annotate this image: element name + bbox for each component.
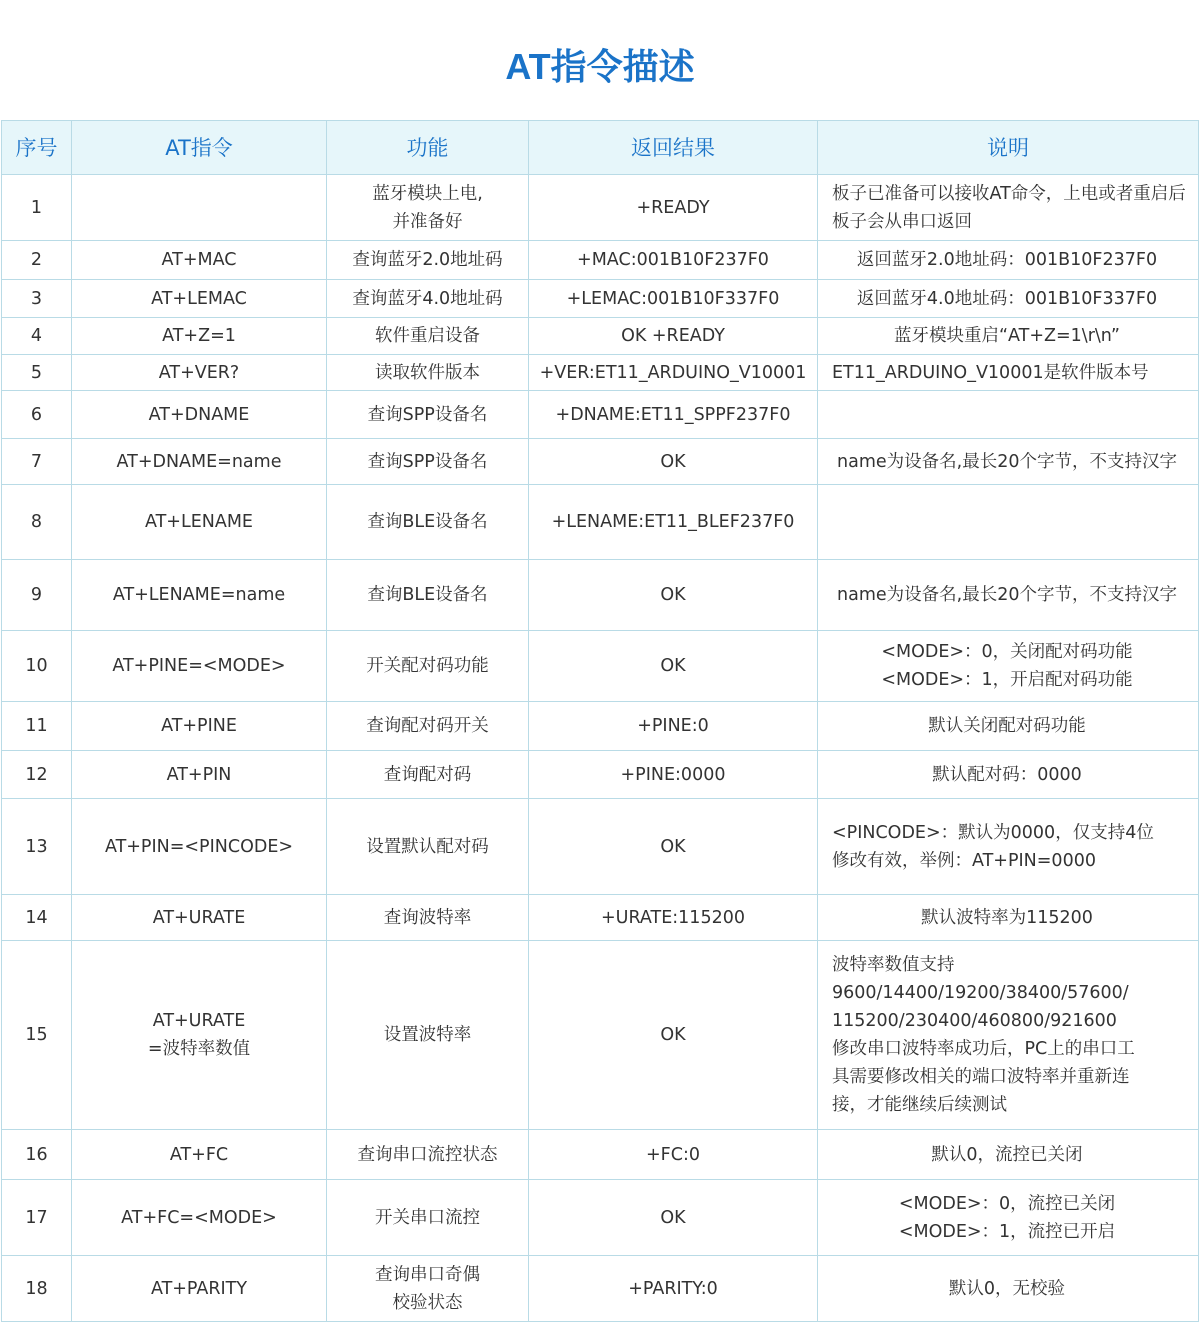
cell-description (818, 941, 1199, 1130)
table-row (2, 318, 1199, 355)
cell-result-line: +FC:0 (646, 1144, 700, 1165)
cell-description (818, 631, 1199, 702)
header-description: 说明 (818, 121, 1199, 175)
cell-description (818, 751, 1199, 799)
cell-function-line: 开关串口流控 (375, 1207, 480, 1228)
cell-at-command-line: AT+DNAME (148, 404, 250, 425)
cell-at-command-line: AT+LEMAC (151, 288, 247, 309)
cell-description-line: 默认0，无校验 (948, 1278, 1066, 1299)
cell-description-line: 接，才能继续后续测试 (832, 1095, 1007, 1115)
cell-description (818, 241, 1199, 280)
table-row (2, 560, 1199, 631)
cell-at-command (72, 485, 327, 560)
cell-result-line: +VER:ET11_ARDUINO_V10001 (539, 362, 807, 383)
cell-description (818, 485, 1199, 560)
cell-index: 14 (2, 895, 72, 941)
cell-at-command (72, 702, 327, 751)
cell-at-command-line: AT+PINE=<MODE> (112, 656, 286, 676)
cell-function (327, 485, 529, 560)
cell-result (529, 702, 818, 751)
cell-function-line: 设置波特率 (383, 1025, 472, 1045)
header-at-command: AT指令 (72, 121, 327, 175)
cell-result (529, 175, 818, 241)
cell-description-line: 默认0，流控已关闭 (931, 1144, 1083, 1165)
table-row (2, 799, 1199, 895)
cell-at-command-line: AT+DNAME=name (116, 451, 282, 472)
cell-at-command (72, 439, 327, 485)
cell-description (818, 318, 1199, 355)
cell-function-line: 查询BLE设备名 (367, 512, 488, 532)
cell-function (327, 799, 529, 895)
cell-description-line: 默认波特率为115200 (921, 907, 1093, 928)
cell-function-line: 查询配对码 (383, 764, 472, 785)
cell-index: 13 (2, 799, 72, 895)
cell-at-command-line: AT+PIN=<PINCODE> (104, 836, 294, 857)
cell-at-command (72, 175, 327, 241)
cell-description (818, 895, 1199, 941)
table-row (2, 631, 1199, 702)
cell-result (529, 1130, 818, 1180)
cell-description-line: 默认配对码：0000 (932, 764, 1082, 785)
cell-at-command-line: AT+MAC (161, 250, 237, 270)
cell-result (529, 560, 818, 631)
cell-description (818, 355, 1199, 391)
cell-description (818, 391, 1199, 439)
table-row (2, 241, 1199, 280)
cell-index: 10 (2, 631, 72, 702)
cell-function-line: 查询波特率 (383, 907, 472, 928)
cell-at-command (72, 241, 327, 280)
cell-description-line: ET11_ARDUINO_V10001是软件版本号 (832, 362, 1149, 383)
header-function: 功能 (327, 121, 529, 175)
cell-index: 1 (2, 175, 72, 241)
table-row (2, 702, 1199, 751)
table-row (2, 485, 1199, 560)
table-body (2, 175, 1199, 1322)
cell-result (529, 941, 818, 1130)
cell-result-line: +MAC:001B10F237F0 (577, 250, 769, 270)
cell-description (818, 439, 1199, 485)
cell-at-command (72, 1256, 327, 1322)
cell-index: 9 (2, 560, 72, 631)
cell-result-line: +URATE:115200 (601, 907, 745, 928)
cell-function-line: 查询串口流控状态 (357, 1144, 498, 1165)
cell-at-command-line: AT+VER? (158, 362, 240, 383)
cell-result-line: OK (660, 1025, 686, 1045)
cell-index: 7 (2, 439, 72, 485)
cell-function-line: 查询配对码开关 (366, 716, 489, 736)
cell-result-line: +DNAME:ET11_SPPF237F0 (555, 404, 791, 425)
at-command-table (1, 120, 1199, 1322)
header-index: 序号 (2, 121, 72, 175)
cell-function-line: 查询SPP设备名 (367, 404, 488, 425)
cell-index: 2 (2, 241, 72, 280)
table-row (2, 280, 1199, 318)
cell-index: 3 (2, 280, 72, 318)
cell-result (529, 751, 818, 799)
cell-at-command-line: AT+LENAME=name (112, 585, 286, 605)
table-row (2, 895, 1199, 941)
cell-result (529, 485, 818, 560)
cell-description-line: 蓝牙模块重启“AT+Z=1\r\n” (893, 326, 1120, 346)
cell-description-line: name为设备名,最长20个字节，不支持汉字 (837, 451, 1177, 472)
cell-function-line: 查询SPP设备名 (367, 451, 488, 472)
cell-function-line: 校验状态 (392, 1292, 463, 1313)
cell-result-line: +LEMAC:001B10F337F0 (566, 288, 780, 309)
cell-at-command-line: AT+URATE (152, 1011, 246, 1031)
cell-function (327, 631, 529, 702)
cell-result-line: OK (660, 451, 686, 472)
cell-function-line: 并准备好 (392, 211, 463, 232)
cell-result-line: OK (660, 656, 686, 676)
cell-description-line: 板子已准备可以接收AT命令，上电或者重启后板子会从串口返回 (832, 183, 1186, 232)
cell-function (327, 391, 529, 439)
cell-result (529, 799, 818, 895)
table-row (2, 1180, 1199, 1256)
table-header-row (2, 121, 1199, 175)
cell-result (529, 241, 818, 280)
cell-result-line: +PINE:0000 (620, 764, 726, 785)
cell-description-line: 默认关闭配对码功能 (928, 716, 1086, 736)
cell-description (818, 1256, 1199, 1322)
cell-at-command (72, 280, 327, 318)
cell-index: 17 (2, 1180, 72, 1256)
cell-at-command (72, 318, 327, 355)
cell-result (529, 439, 818, 485)
cell-description (818, 799, 1199, 895)
cell-function (327, 560, 529, 631)
cell-function-line: 软件重启设备 (375, 326, 480, 346)
table-row (2, 1256, 1199, 1322)
cell-function (327, 751, 529, 799)
cell-result (529, 391, 818, 439)
cell-index: 11 (2, 702, 72, 751)
cell-result (529, 1256, 818, 1322)
cell-function (327, 175, 529, 241)
cell-at-command-line: AT+LENAME (145, 512, 253, 532)
cell-at-command (72, 560, 327, 631)
cell-description-line: <MODE>：1，流控已开启 (898, 1221, 1116, 1242)
table-row (2, 175, 1199, 241)
cell-description-line: 返回蓝牙2.0地址码：001B10F237F0 (856, 250, 1158, 270)
cell-result (529, 895, 818, 941)
table-row (2, 751, 1199, 799)
cell-at-command (72, 631, 327, 702)
cell-index: 6 (2, 391, 72, 439)
table-row (2, 941, 1199, 1130)
cell-function (327, 318, 529, 355)
cell-at-command-line: AT+PARITY (150, 1278, 248, 1299)
cell-description-line: 波特率数值支持 (832, 955, 955, 975)
cell-description-line: 返回蓝牙4.0地址码：001B10F337F0 (856, 288, 1158, 309)
cell-index: 8 (2, 485, 72, 560)
page-title: AT指令描述 (505, 46, 695, 87)
cell-result (529, 1180, 818, 1256)
cell-function-line: 查询BLE设备名 (367, 585, 488, 605)
cell-at-command-line: =波特率数值 (147, 1039, 251, 1059)
cell-at-command (72, 799, 327, 895)
cell-function (327, 355, 529, 391)
cell-function-line: 查询蓝牙4.0地址码 (352, 288, 503, 309)
cell-result (529, 355, 818, 391)
cell-at-command (72, 941, 327, 1130)
cell-function-line: 读取软件版本 (375, 362, 480, 383)
cell-function-line: 开关配对码功能 (366, 656, 489, 676)
cell-description-line: 修改串口波特率成功后，PC上的串口工 (832, 1039, 1135, 1059)
table-row (2, 1130, 1199, 1180)
cell-index: 15 (2, 941, 72, 1130)
cell-function-line: 蓝牙模块上电, (372, 183, 483, 204)
cell-description (818, 175, 1199, 241)
table-row (2, 355, 1199, 391)
cell-result-line: +READY (636, 197, 710, 218)
cell-function (327, 1130, 529, 1180)
table-row (2, 439, 1199, 485)
cell-at-command (72, 895, 327, 941)
cell-description-line: <MODE>：0，流控已关闭 (898, 1193, 1116, 1214)
cell-function (327, 241, 529, 280)
cell-result-line: OK +READY (621, 326, 725, 346)
cell-function (327, 895, 529, 941)
cell-function (327, 1256, 529, 1322)
cell-description (818, 1130, 1199, 1180)
header-result: 返回结果 (529, 121, 818, 175)
cell-index: 16 (2, 1130, 72, 1180)
cell-at-command (72, 391, 327, 439)
cell-at-command-line: AT+Z=1 (162, 326, 236, 346)
cell-function-line: 查询蓝牙2.0地址码 (352, 250, 503, 270)
cell-at-command-line: AT+PIN (166, 764, 232, 785)
cell-description (818, 280, 1199, 318)
cell-function-line: 设置默认配对码 (366, 836, 489, 857)
cell-description (818, 702, 1199, 751)
table-row (2, 391, 1199, 439)
cell-result-line: OK (660, 836, 686, 857)
cell-description-line: 修改有效，举例：AT+PIN=0000 (832, 850, 1096, 871)
cell-result-line: OK (660, 1207, 686, 1228)
cell-index: 5 (2, 355, 72, 391)
cell-result-line: +PINE:0 (637, 716, 709, 736)
cell-description (818, 560, 1199, 631)
cell-function (327, 941, 529, 1130)
cell-result (529, 280, 818, 318)
cell-function (327, 439, 529, 485)
cell-at-command (72, 751, 327, 799)
cell-description-line: <MODE>：1，开启配对码功能 (881, 670, 1133, 690)
cell-function (327, 280, 529, 318)
cell-description-line: name为设备名,最长20个字节，不支持汉字 (837, 585, 1177, 605)
cell-description-line: 115200/230400/460800/921600 (832, 1011, 1117, 1031)
cell-description-line: <MODE>：0，关闭配对码功能 (881, 642, 1133, 662)
cell-description-line: <PINCODE>：默认为0000，仅支持4位 (832, 822, 1154, 843)
cell-at-command (72, 355, 327, 391)
cell-index: 12 (2, 751, 72, 799)
cell-at-command-line: AT+URATE (152, 907, 246, 928)
cell-at-command-line: AT+PINE (161, 716, 237, 736)
cell-function (327, 1180, 529, 1256)
cell-description-line: 9600/14400/19200/38400/57600/ (832, 983, 1129, 1003)
cell-function (327, 702, 529, 751)
cell-at-command-line: AT+FC (169, 1144, 229, 1165)
cell-function-line: 查询串口奇偶 (375, 1264, 480, 1285)
cell-description-line: 具需要修改相关的端口波特率并重新连 (832, 1067, 1130, 1087)
cell-index: 4 (2, 318, 72, 355)
cell-result-line: +PARITY:0 (628, 1278, 718, 1299)
cell-result-line: OK (660, 585, 686, 605)
cell-description (818, 1180, 1199, 1256)
cell-result (529, 631, 818, 702)
cell-result (529, 318, 818, 355)
cell-at-command (72, 1180, 327, 1256)
cell-at-command-line: AT+FC=<MODE> (121, 1207, 277, 1228)
cell-at-command (72, 1130, 327, 1180)
cell-result-line: +LENAME:ET11_BLEF237F0 (551, 512, 795, 532)
cell-index: 18 (2, 1256, 72, 1322)
